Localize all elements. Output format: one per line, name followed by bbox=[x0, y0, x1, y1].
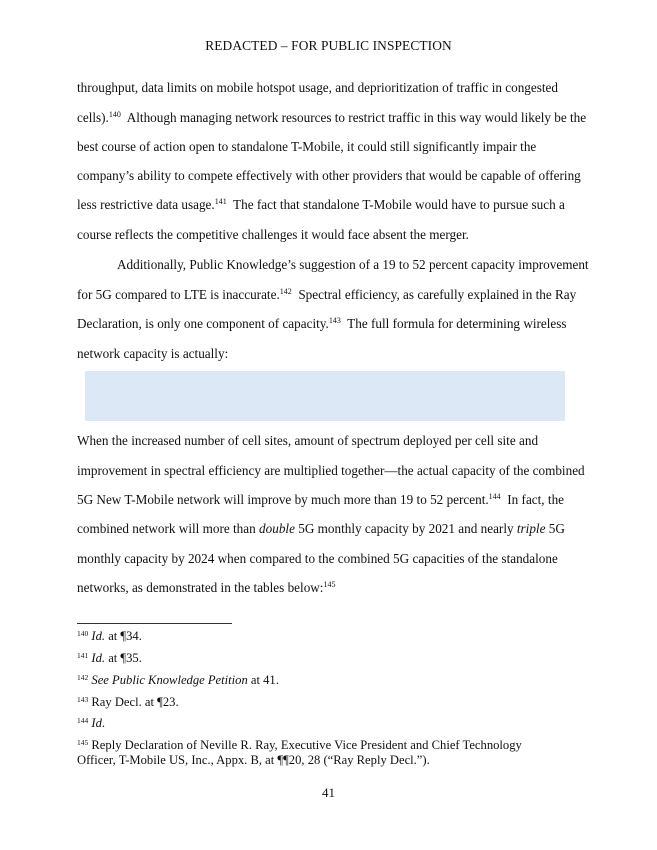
footnote-ref: 142 bbox=[279, 287, 292, 296]
page-number: 41 bbox=[322, 785, 335, 800]
footnote: $^{143}$ Ray Decl. at ¶23. bbox=[77, 695, 179, 709]
body-line: best course of action open to standalone T-Mobile, it could still significantly impair the bbox=[77, 139, 537, 154]
body-line: Additionally, Public Knowledge’s suggestion of a 19 to 52 percent capacity improvement bbox=[117, 257, 589, 272]
page-header: REDACTED – FOR PUBLIC INSPECTION bbox=[205, 38, 452, 53]
body-line: 5G New T-Mobile network will improve by much more than 19 to 52 percent.$^{144}$ In fact, the bbox=[77, 492, 565, 507]
footnote: $^{145}$ Reply Declaration of Neville R. Ray, Executive Vice President and Chief Technology bbox=[77, 738, 522, 752]
emphasis: triple bbox=[516, 521, 546, 536]
body-line: company’s ability to compete effectively with other providers that would be capable of offering bbox=[77, 168, 581, 183]
footnote-separator bbox=[77, 623, 232, 624]
body-line: for 5G compared to LTE is inaccurate.$^{142}$ Spectral efficiency, as carefully explained in the Ray bbox=[77, 287, 577, 302]
body-line: improvement in spectral efficiency are multiplied together—the actual capacity of the combined bbox=[77, 463, 585, 478]
body-line: combined network will more than double 5G monthly capacity by 2021 and nearly triple 5G bbox=[77, 521, 565, 536]
body-line: When the increased number of cell sites, amount of spectrum deployed per cell site and bbox=[77, 433, 539, 448]
footnote: $^{140}$ Id. at ¶34. bbox=[77, 629, 142, 643]
body-line: less restrictive data usage.$^{141}$ The fact that standalone T-Mobile would have to pursue such a bbox=[77, 197, 565, 212]
footnote-ref: 145 bbox=[323, 580, 336, 589]
footnote: $^{142}$ See Public Knowledge Petition at 41. bbox=[77, 673, 279, 687]
body-line: course reflects the competitive challenges it would face absent the merger. bbox=[77, 227, 469, 242]
body-line: cells).$^{140}$ Although managing network resources to restrict traffic in this way would likely be the bbox=[77, 110, 587, 125]
formula-box bbox=[85, 371, 565, 421]
footnote-continuation: Officer, T-Mobile US, Inc., Appx. B, at ¶¶20, 28 (“Ray Reply Decl.”). bbox=[77, 753, 430, 767]
body-line: network capacity is actually: bbox=[77, 346, 229, 361]
footnote: $^{141}$ Id. at ¶35. bbox=[77, 651, 142, 665]
body-line: monthly capacity by 2024 when compared to the combined 5G capacities of the standalone bbox=[77, 551, 558, 566]
body-line: Declaration, is only one component of capacity.$^{143}$ The full formula for determining wireless bbox=[77, 316, 567, 331]
footnote-ref: 143 bbox=[328, 316, 341, 325]
footnote: $^{144}$ Id. bbox=[77, 716, 106, 730]
footnote-ref: 140 bbox=[108, 110, 121, 119]
body-line: networks, as demonstrated in the tables below:$^{145}$ bbox=[77, 580, 336, 595]
footnote-ref: 141 bbox=[214, 197, 227, 206]
body-line: throughput, data limits on mobile hotspot usage, and deprioritization of traffic in congested bbox=[77, 80, 558, 95]
footnote-ref: 144 bbox=[488, 492, 501, 501]
emphasis: double bbox=[259, 521, 295, 536]
